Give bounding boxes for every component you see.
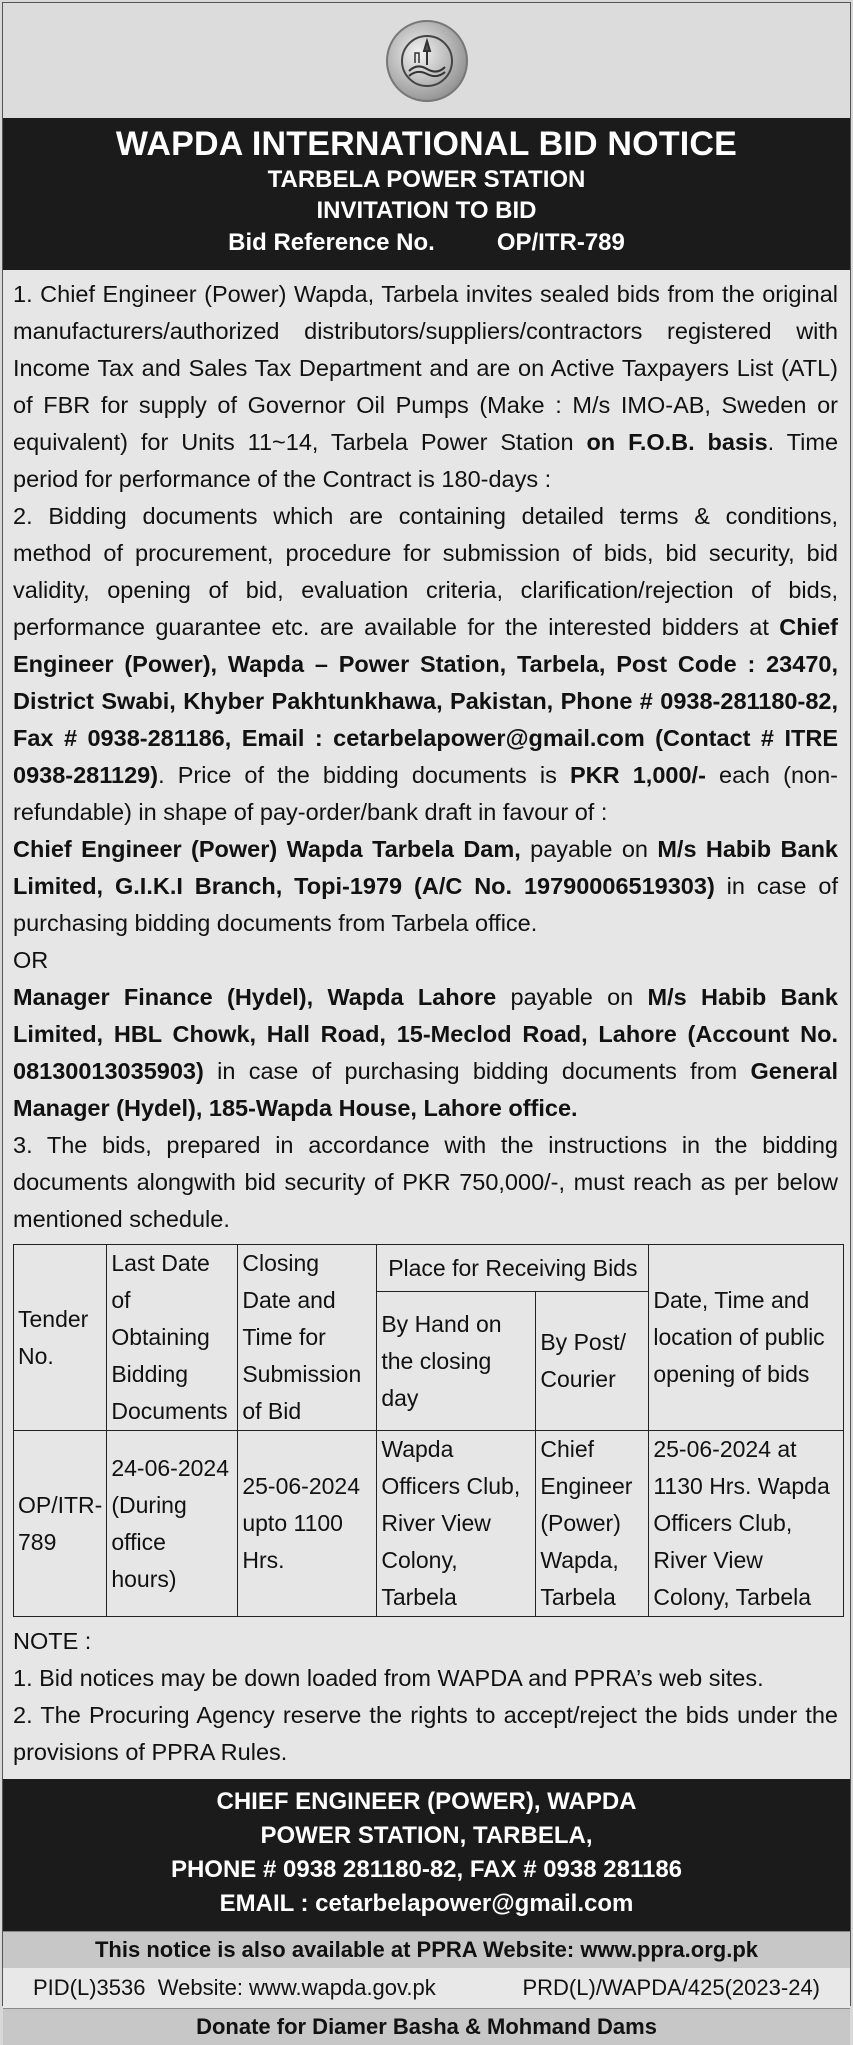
reference-row — [3, 1968, 850, 2008]
td-closing-date: 25-06-2024 upto 1100 Hrs. — [238, 1431, 377, 1617]
notes-title: NOTE : — [13, 1628, 92, 1654]
table-header-row — [14, 1245, 844, 1292]
payee1-text-1: payable on — [520, 836, 658, 862]
note-2: 2. The Procuring Agency reserve the rights to accept/reject the bids under the provisions of PPRA Rules. — [13, 1702, 838, 1765]
p2-bold-2: PKR 1,000/- — [570, 762, 706, 788]
bid-reference-label: Bid Reference No. — [228, 229, 435, 256]
payee1-bold-1: Chief Engineer (Power) Wapda Tarbela Dam, — [13, 836, 521, 862]
td-last-date: 24-06-2024 (During office hours) — [107, 1431, 238, 1617]
payee2-text-1: payable on — [496, 984, 648, 1010]
wapda-logo — [386, 20, 468, 102]
note-1: 1. Bid notices may be down loaded from WAPDA and PPRA’s web sites. — [13, 1665, 764, 1691]
notice-body — [3, 270, 850, 1238]
notes-section — [3, 1617, 850, 1779]
or-text: OR — [13, 947, 49, 973]
payee1-bold-2: M/s Habib Bank Limited, G.I.K.I Branch, Topi-1979 (A/C No. 19790006519303) — [13, 836, 838, 899]
th-place: Place for Receiving Bids — [377, 1245, 649, 1292]
p1-text-1: 1. Chief Engineer (Power) Wapda, Tarbela invites sealed bids from the original manufacturers/authorized distributors/suppliers/contractors registered with Income Tax and Sales Tax Department and are on Active Taxpayers List (ATL) of FBR for supply of Governor Oil Pumps (Make : M/s IMO-AB, Sweden or equivalent) for Units 11~14, Tarbela Power Station — [13, 281, 838, 455]
p1-bold-1: on F.O.B. basis — [586, 429, 768, 455]
donate-banner: Donate for Diamer Basha & Mohmand Dams — [3, 2008, 850, 2045]
table-row — [14, 1431, 844, 1617]
td-by-hand: Wapda Officers Club, River View Colony, Tarbela — [377, 1431, 536, 1617]
logo-band — [3, 3, 850, 118]
td-tender-no: OP/ITR-789 — [14, 1431, 107, 1617]
bid-reference-value: OP/ITR-789 — [496, 229, 625, 256]
website-link[interactable]: Website: www.wapda.gov.pk — [157, 1975, 436, 2000]
payee2-bold-2: M/s Habib Bank Limited, HBL Chowk, Hall Road, 15-Meclod Road, Lahore (Account No. 08130013035903) — [13, 984, 839, 1084]
th-by-post: By Post/ Courier — [536, 1292, 649, 1431]
th-closing-date: Closing Date and Time for Submission of Bid — [238, 1245, 377, 1431]
p1-text-2: . Time period for performance of the Contract is 180-days : — [13, 429, 839, 492]
th-tender-no: Tender No. — [14, 1245, 107, 1431]
footer-line-1: CHIEF ENGINEER (POWER), WAPDA — [216, 1788, 637, 1815]
th-opening: Date, Time and location of public opening of bids — [649, 1245, 844, 1431]
th-by-hand: By Hand on the closing day — [377, 1292, 536, 1431]
td-by-post: Chief Engineer (Power) Wapda, Tarbela — [536, 1431, 649, 1617]
ppra-notice: This notice is also available at PPRA Website: www.ppra.org.pk — [3, 1931, 850, 1968]
bid-reference — [3, 226, 850, 260]
bid-schedule-table — [13, 1244, 844, 1617]
p2-text-3: each (non-refundable) in shape of pay-order/bank draft in favour of : — [13, 762, 838, 825]
payee-1 — [13, 831, 838, 942]
wapda-emblem-icon — [399, 33, 455, 89]
paragraph-3: 3. The bids, prepared in accordance with the instructions in the bidding documents alongwith bid security of PKR 750,000/-, must reach as per below mentioned schedule. — [13, 1132, 838, 1232]
payee1-text-2: in case of purchasing bidding documents from Tarbela office. — [13, 873, 838, 936]
header — [3, 118, 850, 270]
notice-title: WAPDA INTERNATIONAL BID NOTICE — [115, 125, 738, 163]
invitation-title: INVITATION TO BID — [316, 197, 537, 224]
payee2-text-2: in case of purchasing bidding documents from — [203, 1058, 751, 1084]
payee-2 — [13, 979, 838, 1127]
td-opening: 25-06-2024 at 1130 Hrs. Wapda Officers Club, River View Colony, Tarbela — [649, 1431, 844, 1617]
prd-number: PRD(L)/WAPDA/425(2023-24) — [522, 1975, 820, 2000]
th-last-date: Last Date of Obtaining Bidding Documents — [107, 1245, 238, 1431]
paragraph-1 — [13, 276, 838, 498]
station-name: TARBELA POWER STATION — [267, 166, 586, 193]
footer-line-2: POWER STATION, TARBELA, — [260, 1822, 593, 1849]
footer-contact — [3, 1779, 850, 1931]
payee2-bold-3: General Manager (Hydel), 185-Wapda House, Lahore office. — [13, 1058, 838, 1121]
p2-text-2: . Price of the bidding documents is — [158, 762, 570, 788]
pid-website-group — [33, 1968, 436, 2008]
paragraph-2 — [13, 498, 838, 831]
footer-line-4: EMAIL : cetarbelapower@gmail.com — [219, 1890, 634, 1917]
p2-bold-1: Chief Engineer (Power), Wapda – Power Station, Tarbela, Post Code : 23470, District Swabi, Khyber Pakhtunkhawa, Pakistan, Phone # 0938-281180-82, Fax # 0938-281186, Email : cetarbelapower@gmail.com (Contact # ITRE 0938-281129) — [13, 614, 838, 788]
pid-number: PID(L)3536 — [33, 1975, 146, 2000]
p2-text-1: 2. Bidding documents which are containing detailed terms & conditions, method of procurement, procedure for submission of bids, bid security, bid validity, opening of bid, evaluation criteria, clarification/rejection of bids, performance guarantee etc. are available for the interested bidders at — [13, 503, 838, 640]
bid-notice-page — [2, 2, 851, 2039]
payee2-bold-1: Manager Finance (Hydel), Wapda Lahore — [13, 984, 497, 1010]
footer-line-3: PHONE # 0938 281180-82, FAX # 0938 281186 — [170, 1856, 683, 1883]
